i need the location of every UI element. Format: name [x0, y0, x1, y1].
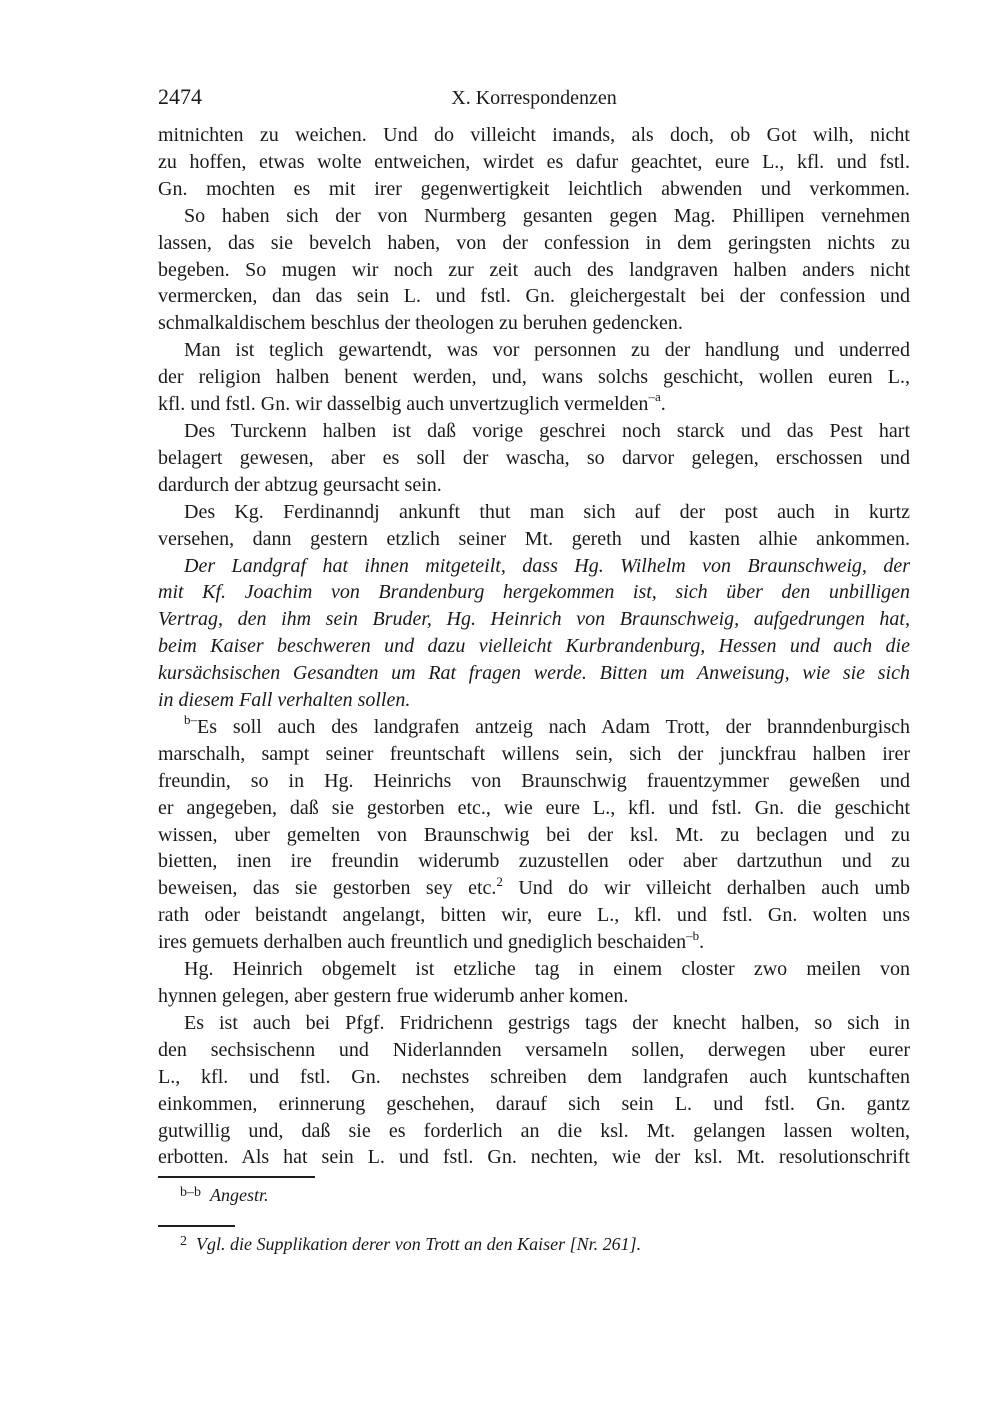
text-line: schmalkaldischem beschlus der theologen zu beruhen gedencken.: [158, 312, 683, 335]
text-line: beim Kaiser beschweren und dazu vielleicht Kurbrandenburg, Hessen und auch die: [158, 635, 910, 658]
paragraph-5: [158, 499, 910, 553]
text-line: versehen, dann gestern etzlich seiner Mt. gereth und kasten alhie ankommen.: [158, 527, 910, 550]
footnote-line: [158, 1178, 910, 1211]
paragraph-4: [158, 418, 910, 499]
text-line: Man ist teglich gewartendt, was vor personnen zu der handlung und underred: [184, 339, 910, 362]
text-line: zu hoffen, etwas wolte entweichen, wirdet es dafur geachtet, eure L., kfl. und fstl.: [158, 150, 910, 173]
footnote-reference: 2: [496, 873, 503, 889]
footnote-2: [158, 1225, 910, 1260]
text-line: marschalh, sampt seiner freuntschaft willens sein, sich der junckfrau halben irer: [158, 742, 910, 765]
text-line: den sechsischenn und Niderlannden versameln sollen, derwegen uber eurer: [158, 1038, 910, 1061]
text-line: So haben sich der von Nurmberg gesanten gegen Mag. Phillipen vernehmen: [184, 204, 910, 227]
page-number: 2474: [158, 84, 202, 109]
text-line: mitnichten zu weichen. Und do villeicht imands, als doch, ob Got wilh, nicht: [158, 124, 910, 146]
footnote-text: Vgl. die Supplikation derer von Trott an den Kaiser [Nr. 261].: [196, 1234, 642, 1255]
text-line: lassen, das sie bevelch haben, von der confession in dem geringsten nichts zu: [158, 231, 910, 254]
text-line: hynnen gelegen, aber gestern frue widerumb anher komen.: [158, 985, 629, 1007]
text-line: Gn. mochten es mit irer gegenwertigkeit leichtlich abwenden und verkommen.: [158, 177, 910, 200]
paragraph-9: [158, 1010, 910, 1171]
footnote-1: [158, 1176, 910, 1211]
text-line: rath oder beistandt angelangt, bitten wir, eure L., kfl. und fstl. Gn. wolten uns: [158, 904, 910, 927]
text-line: L., kfl. und fstl. Gn. nechstes schreiben dem landgrafen auch kuntschaften: [158, 1065, 910, 1088]
text-line: in diesem Fall verhalten sollen.: [158, 689, 411, 712]
text-line: Vertrag, den ihm sein Bruder, Hg. Heinrich von Braunschweig, aufgedrungen hat,: [158, 608, 910, 631]
running-title: X. Korrespondenzen: [451, 87, 617, 109]
body-text: [158, 122, 910, 1171]
paragraph-3: [158, 337, 910, 418]
text-line: Des Kg. Ferdinanndj ankunft thut man sich auf der post auch in kurtz: [184, 500, 910, 523]
text-line: beweisen, das sie gestorben sey etc.$^2$ Und do wir villeicht derhalben auch umb: [158, 873, 910, 900]
footnote-marker: 2: [180, 1234, 187, 1250]
text-line: begeben. So mugen wir noch zur zeit auch des landgraven halben anders nicht: [158, 258, 910, 281]
paragraph-2: [158, 203, 910, 338]
text-line: Hg. Heinrich obgemelt ist etzliche tag in einem closter zwo meilen von: [184, 958, 910, 981]
footnote-text: Angestr.: [210, 1185, 269, 1206]
footnote-marker: b–b: [180, 1185, 201, 1201]
text-line: Des Turckenn halben ist daß vorige geschrei noch starck und das Pest hart: [184, 419, 910, 442]
text-line: dardurch der abtzug geursacht sein.: [158, 473, 442, 496]
paragraph-6: [158, 553, 910, 714]
text-line: einkommen, erinnerung geschehen, darauf sich sein L. und fstl. Gn. gantz: [158, 1092, 910, 1115]
text-line: der religion halben benent werden, und, wans solchs geschicht, wollen euren L.,: [158, 366, 910, 389]
text-line: mit Kf. Joachim von Brandenburg hergekommen ist, sich über den unbilligen: [158, 581, 910, 604]
text-line: Es ist auch bei Pfgf. Fridrichenn gestrigs tags der knecht halben, so sich in: [184, 1011, 910, 1034]
text-line: Der Landgraf hat ihnen mitgeteilt, dass Hg. Wilhelm von Braunschweig, der: [184, 554, 910, 577]
footnote-line: [158, 1227, 910, 1260]
paragraph-8: [158, 956, 910, 1010]
footnote-reference: –b: [686, 927, 700, 943]
text-line: wissen, uber gemelten von Braunschwig bei der ksl. Mt. zu beclagen und zu: [158, 823, 910, 846]
paragraph-1: [158, 122, 910, 203]
page-header: [158, 84, 910, 110]
footnotes: [158, 1176, 910, 1260]
text-line: gutwillig und, daß sie es forderlich an die ksl. Mt. gelangen lassen wolten,: [158, 1119, 910, 1142]
text-line: ires gemuets derhalben auch freuntlich und gnediglich beschaiden$^{-b}$.: [158, 927, 705, 954]
text-line: bietten, inen ire freundin widerumb zuzustellen oder aber dartzuthun und zu: [158, 850, 910, 873]
footnote-reference: –a: [648, 389, 661, 405]
text-line: freundin, so in Hg. Heinrichs von Braunschwig frauentzymmer geweßen und: [158, 769, 910, 792]
text-line: $^{b-}$Es soll auch des landgrafen antzeig nach Adam Trott, der branndenburgisch: [184, 712, 910, 738]
text-line: belagert gewesen, aber es soll der wascha, so darvor gelegen, erschossen und: [158, 446, 910, 469]
text-line: kfl. und fstl. Gn. wir dasselbig auch unvertzuglich vermelden$^{-a}$.: [158, 389, 666, 416]
text-line: erbotten. Als hat sein L. und fstl. Gn. nechten, wie der ksl. Mt. resolutionschrift: [158, 1146, 910, 1169]
text-line: kursächsischen Gesandten um Rat fragen werde. Bitten um Anweisung, wie sie sich: [158, 662, 910, 685]
footnote-reference: b–: [184, 712, 197, 728]
text-line: er angegeben, daß sie gestorben etc., wie eure L., kfl. und fstl. Gn. die geschicht: [158, 796, 910, 819]
text-line: vermercken, dan das sein L. und fstl. Gn. gleichergestalt bei der confession und: [158, 285, 910, 308]
paragraph-7: [158, 714, 910, 956]
